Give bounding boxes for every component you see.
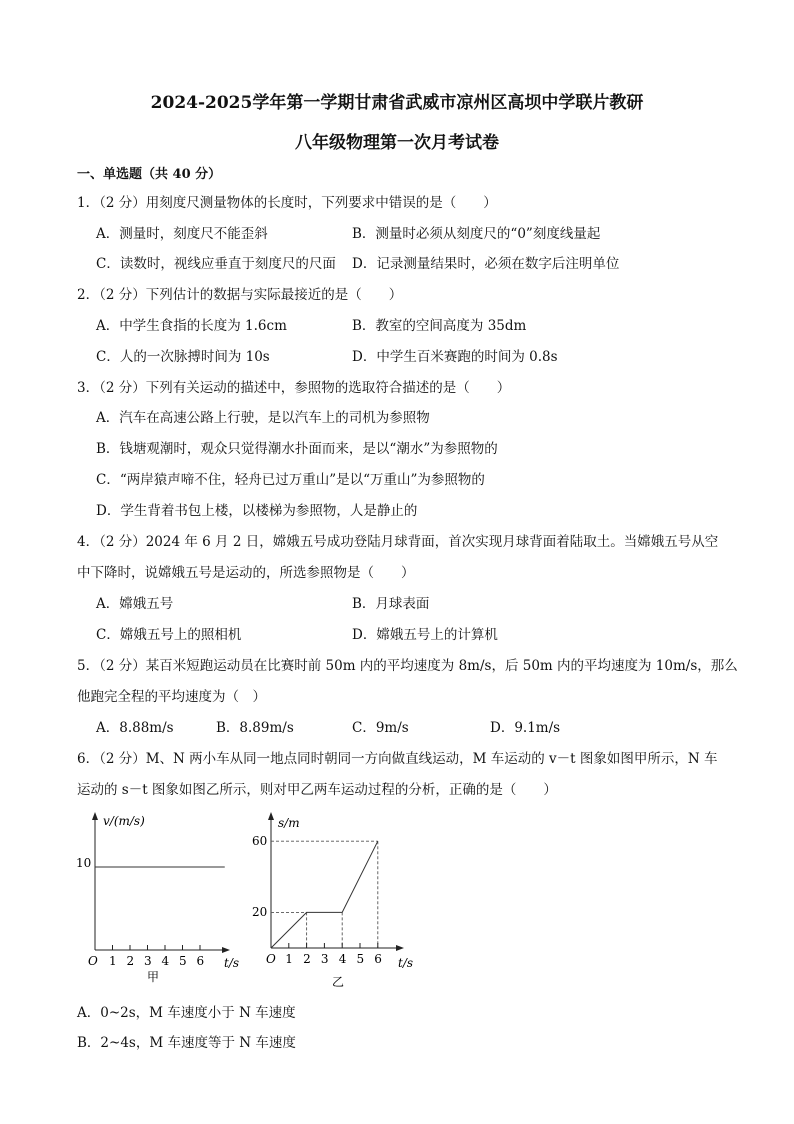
question-3-stem: 3．（2 分）下列有关运动的描述中，参照物的选取符合描述的是（ ） [77,380,511,396]
jia-x-tick-label: 3 [144,954,152,968]
yi-x-tick-label: 6 [374,952,382,966]
yi-x-tick-label: 3 [320,952,329,966]
q5-option-b: B．8.89m/s [216,720,294,736]
jia-x-tick-label: 6 [196,954,205,968]
yi-origin: O [266,952,276,966]
q1-option-d: D．记录测量结果时，必须在数字后注明单位 [352,256,620,272]
jia-y-axis-label: v/(m/s) [103,814,145,828]
q4-option-a: A．嫦娥五号 [96,596,174,612]
yi-x-tick-label: 2 [303,952,311,966]
question-6-stem-line1: 6．（2 分）M、N 两小车从同一地点同时朝同一方向做直线运动，M 车运动的 v－t 图象如图甲所示，N 车 [77,751,718,767]
q1-option-a: A．测量时，刻度尺不能歪斜 [96,226,268,242]
jia-x-arrow [222,947,230,953]
jia-x-tick-label: 2 [126,954,135,968]
section-title: 一、单选题（共 40 分） [77,167,222,182]
paper-title-line1: 2024-2025学年第一学期甘肃省武威市凉州区高坝中学联片教研 [150,93,644,113]
q2-option-b: B．教室的空间高度为 35dm [352,318,527,334]
yi-x-tick-label: 5 [356,952,365,966]
q1-option-c: C．读数时，视线应垂直于刻度尺的尺面 [96,256,336,272]
q4-option-c: C．嫦娥五号上的照相机 [96,627,242,643]
yi-series-line [271,841,378,948]
yi-x-tick-label: 4 [338,952,347,966]
q5-option-c: C．9m/s [352,720,409,736]
yi-x-tick-label: 1 [285,952,293,966]
q2-option-d: D．中学生百米赛跑的时间为 0.8s [352,349,558,365]
question-4-stem-line1: 4．（2 分）2024 年 6 月 2 日，嫦娥五号成功登陆月球背面，首次实现月球背面着陆取土。当嫦娥五号从空 [77,534,719,550]
question-5-stem-line1: 5．（2 分）某百米短跑运动员在比赛时前 50m 内的平均速度为 8m/s，后 50m 内的平均速度为 10m/s，那么 [77,658,738,674]
jia-x-tick-label: 4 [161,954,170,968]
q1-option-b: B．测量时必须从刻度尺的“0”刻度线量起 [352,226,601,242]
question-4-stem-line2: 中下降时，说嫦娥五号是运动的，所选参照物是（ ） [77,565,415,581]
q3-option-d: D．学生背着书包上楼，以楼梯为参照物，人是静止的 [96,503,418,519]
yi-caption: 乙 [332,975,345,989]
question-5-stem-line2: 他跑完全程的平均速度为（ ） [77,689,266,705]
q6-option-a: A．0~2s，M 车速度小于 N 车速度 [77,1005,296,1021]
question-2-stem: 2．（2 分）下列估计的数据与实际最接近的是（ ） [77,287,403,303]
jia-x-axis-label: t/s [224,956,240,970]
yi-x-arrow [396,945,404,951]
jia-y-tick-10: 10 [76,856,92,870]
jia-caption: 甲 [147,970,160,984]
q3-option-b: B．钱塘观潮时，观众只觉得潮水扑面而来，是以“潮水”为参照物的 [96,441,498,457]
question-6-stem-line2: 运动的 s－t 图象如图乙所示，则对甲乙两车运动过程的分析，正确的是（ ） [77,782,557,798]
jia-x-tick-label: 5 [179,954,187,968]
yi-x-axis-label: t/s [398,956,414,970]
yi-y-tick-20: 20 [252,905,268,919]
yi-y-tick-60: 60 [252,834,268,848]
q2-option-c: C．人的一次脉搏时间为 10s [96,349,270,365]
q2-option-a: A．中学生食指的长度为 1.6cm [96,318,287,334]
q4-option-d: D．嫦娥五号上的计算机 [352,627,498,643]
jia-y-arrow [92,812,98,820]
question-1-stem: 1．（2 分）用刻度尺测量物体的长度时，下列要求中错误的是（ ） [77,195,497,211]
yi-y-arrow [268,812,274,820]
q5-option-d: D．9.1m/s [490,720,561,736]
yi-y-axis-label: s/m [278,816,300,830]
q4-option-b: B．月球表面 [352,596,430,612]
figure-yi-st-graph [248,810,418,990]
jia-x-tick-label: 1 [109,954,117,968]
q3-option-c: C．“两岸猿声啼不住，轻舟已过万重山”是以“万重山”为参照物的 [96,472,485,488]
q3-option-a: A．汽车在高速公路上行驶，是以汽车上的司机为参照物 [96,410,430,426]
q6-option-b: B．2~4s，M 车速度等于 N 车速度 [77,1035,296,1051]
figure-jia-vt-graph [76,810,246,990]
q5-option-a: A．8.88m/s [96,720,174,736]
paper-title-line2: 八年级物理第一次月考试卷 [295,133,499,153]
jia-origin: O [88,954,98,968]
